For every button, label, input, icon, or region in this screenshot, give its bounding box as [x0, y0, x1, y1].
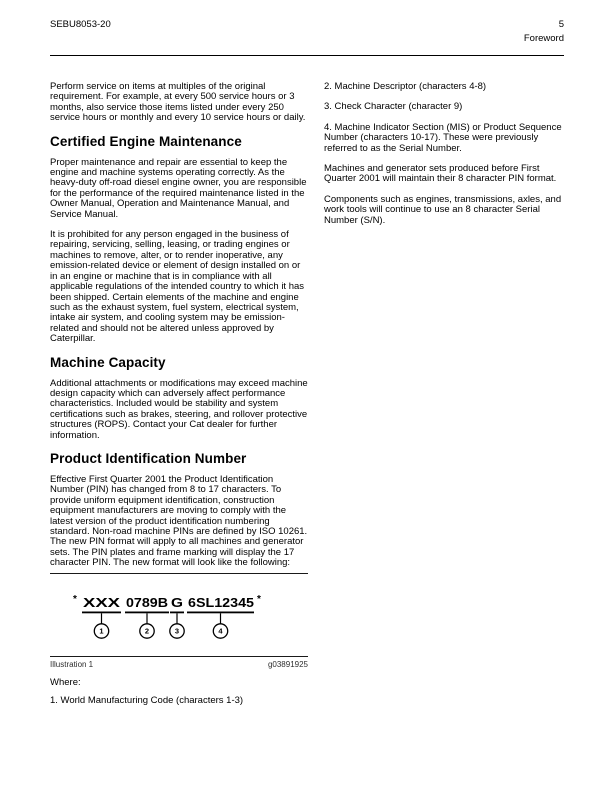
pin-group-3-text: G	[171, 594, 183, 610]
pin-group-1-text: XXX	[83, 594, 121, 610]
header-rule	[50, 55, 564, 56]
pin-group-2-underline	[125, 611, 169, 613]
pin-group-4-text: 6SL12345	[188, 594, 254, 610]
left-column	[50, 82, 308, 716]
pin-group-4-underline	[187, 611, 254, 613]
two-column-body	[50, 82, 564, 716]
heading-product-identification-number: Product Identification Number	[50, 450, 247, 466]
pin-callout-number-1: 1	[99, 626, 104, 636]
pin-group-3-underline	[170, 611, 184, 613]
pin-leading-asterisk-glyph: *	[73, 593, 77, 605]
pin-illustration	[50, 573, 308, 669]
pin-group-2-text: 0789B	[126, 594, 168, 610]
illustration-graphic-id: g03891925	[267, 659, 308, 669]
pin-group-1-underline	[82, 611, 121, 613]
pin-format-diagram	[50, 574, 308, 656]
illustration-caption	[50, 660, 308, 669]
header-top-row	[50, 18, 564, 32]
pin-callout-number-2: 2	[144, 626, 150, 636]
paragraph-machine-capacity: Additional attachments or modifications may exceed machine design capacity which can adversely affect performance characteristics. Included would be stability and system certifications such as brakes, steering, and rollover protective structures (ROPS). Contact your Cat dealer for further information.	[50, 377, 308, 441]
paragraph-proper-maintenance: Proper maintenance and repair are essential to keep the engine and machine systems operating correctly. As the heavy-duty off-road diesel engine owner, you are responsible for the performance of the required maintenance listed in the Owner Manual, Operation and Maintenance Manual, and Service Manual.	[50, 156, 307, 220]
right-column	[324, 82, 564, 716]
pin-trailing-asterisk-glyph: *	[257, 593, 261, 605]
section-title: Foreword	[523, 33, 564, 44]
heading-certified-engine-maintenance: Certified Engine Maintenance	[50, 133, 242, 149]
paragraph-emission-prohibition: It is prohibited for any person engaged in the business of repairing, servicing, selling, leasing, or trading engines or machines to remove, alter, or to render inoperative, any emission-related device or element of design installed on or in an engine or machine that is in compliance with all applicable regulations of the intended country to which it has been shipped. Certain elements of the machine and engine such as the exhaust system, fuel system, electrical system, intake air system, and cooling system may be emission-related and should not be altered unless approved by Caterpillar.	[50, 229, 305, 345]
pin-legend-item-3: 3. Check Character (character 9)	[324, 101, 463, 113]
paragraph-service-multiples: Perform service on items at multiples of the original requirement. For example, at every 500 service hours or 3 months, also service those items listed under every 250 service hours or monthly and every 10 service hours or daily.	[50, 81, 306, 124]
pin-callout-number-4: 4	[218, 626, 223, 636]
heading-machine-capacity: Machine Capacity	[50, 354, 166, 370]
page-header	[50, 18, 564, 56]
illustration-bottom-rule	[50, 656, 308, 657]
pin-legend-item-2: 2. Machine Descriptor (characters 4-8)	[324, 81, 487, 92]
where-label: Where:	[50, 676, 81, 688]
header-second-row	[50, 32, 564, 46]
pin-callout-number-3: 3	[174, 626, 180, 636]
pin-legend-item-4: 4. Machine Indicator Section (MIS) or Product Sequence Number (characters 10-17). These were previously referred to as the Serial Number.	[324, 121, 562, 154]
paragraph-machines-before-2001: Machines and generator sets produced before First Quarter 2001 will maintain their 8 character PIN format.	[324, 163, 557, 185]
pin-legend-item-1: 1. World Manufacturing Code (characters 1-3)	[50, 695, 244, 707]
illustration-label: Illustration 1	[50, 659, 94, 669]
page-number: 5	[558, 19, 564, 30]
paragraph-pin-format: Effective First Quarter 2001 the Product Identification Number (PIN) has changed from 8 to 17 characters. To provide uniform equipment identification, construction equipment manufacturers are moving to comply with the latest version of the product identification numbering standard. Non-road machine PINs are defined by ISO 10261. The new PIN format will apply to all machines and generator sets. The PIN plates and frame marking will display the 17 character PIN. The new format will look like the following:	[50, 473, 308, 569]
doc-number: SEBU8053-20	[50, 19, 111, 30]
paragraph-components-serial-number: Components such as engines, transmissions, axles, and work tools will continue to use an 8 character Serial Number (S/N).	[324, 193, 562, 226]
